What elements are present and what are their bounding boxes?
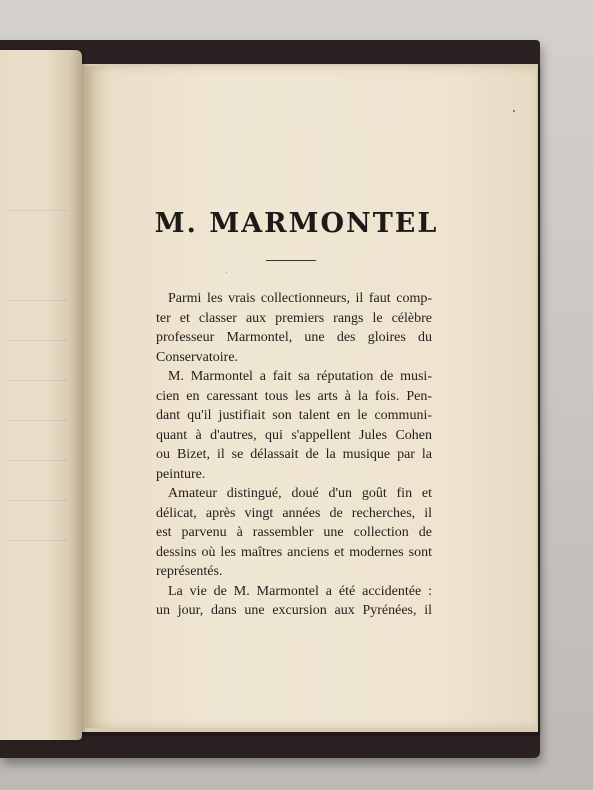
text-line: ter et classer aux premiers rangs le célèbre bbox=[156, 310, 432, 326]
show-through-mark bbox=[8, 420, 68, 421]
text-line: dant qu'il justifiait son talent en le communi- bbox=[156, 408, 432, 423]
text-line: un jour, dans une excursion aux Pyrénées, il bbox=[156, 603, 432, 618]
text-line: est parvenu à rassembler une collection de bbox=[156, 525, 432, 540]
show-through-mark bbox=[8, 300, 68, 301]
text-line: délicat, après vingt années de recherches, il bbox=[156, 505, 432, 521]
text-line: ou Bizet, il se délassait de la musique par la bbox=[156, 447, 432, 462]
page-title: M. MARMONTEL bbox=[154, 208, 439, 239]
text-line: M. Marmontel a fait sa réputation de musi- bbox=[168, 369, 432, 384]
text-line: dessins où les maîtres anciens et modernes sont bbox=[156, 544, 432, 560]
text-line: quant à d'autres, qui s'appellent Jules Cohen bbox=[156, 427, 432, 443]
show-through-mark bbox=[8, 380, 68, 381]
show-through-mark bbox=[8, 500, 68, 501]
show-through-mark bbox=[8, 460, 68, 461]
paper-speck bbox=[226, 272, 227, 273]
left-page bbox=[0, 50, 82, 740]
title-rule bbox=[266, 260, 316, 261]
paper-speck bbox=[513, 110, 515, 112]
text-line: représentés. bbox=[156, 564, 223, 579]
text-line: cien en caressant tous les arts à la fois. Pen- bbox=[156, 388, 432, 404]
body-text bbox=[156, 289, 432, 621]
text-line: Parmi les vrais collectionneurs, il faut comp- bbox=[168, 291, 432, 306]
text-line: peinture. bbox=[156, 466, 206, 482]
show-through-mark bbox=[8, 340, 68, 341]
text-line: professeur Marmontel, une des gloires du bbox=[156, 330, 432, 345]
text-line: Conservatoire. bbox=[156, 349, 239, 365]
show-through-mark bbox=[8, 540, 68, 541]
text-line: La vie de M. Marmontel a été accidentée : bbox=[168, 583, 432, 599]
text-line: Amateur distingué, doué d'un goût fin et bbox=[168, 486, 432, 501]
